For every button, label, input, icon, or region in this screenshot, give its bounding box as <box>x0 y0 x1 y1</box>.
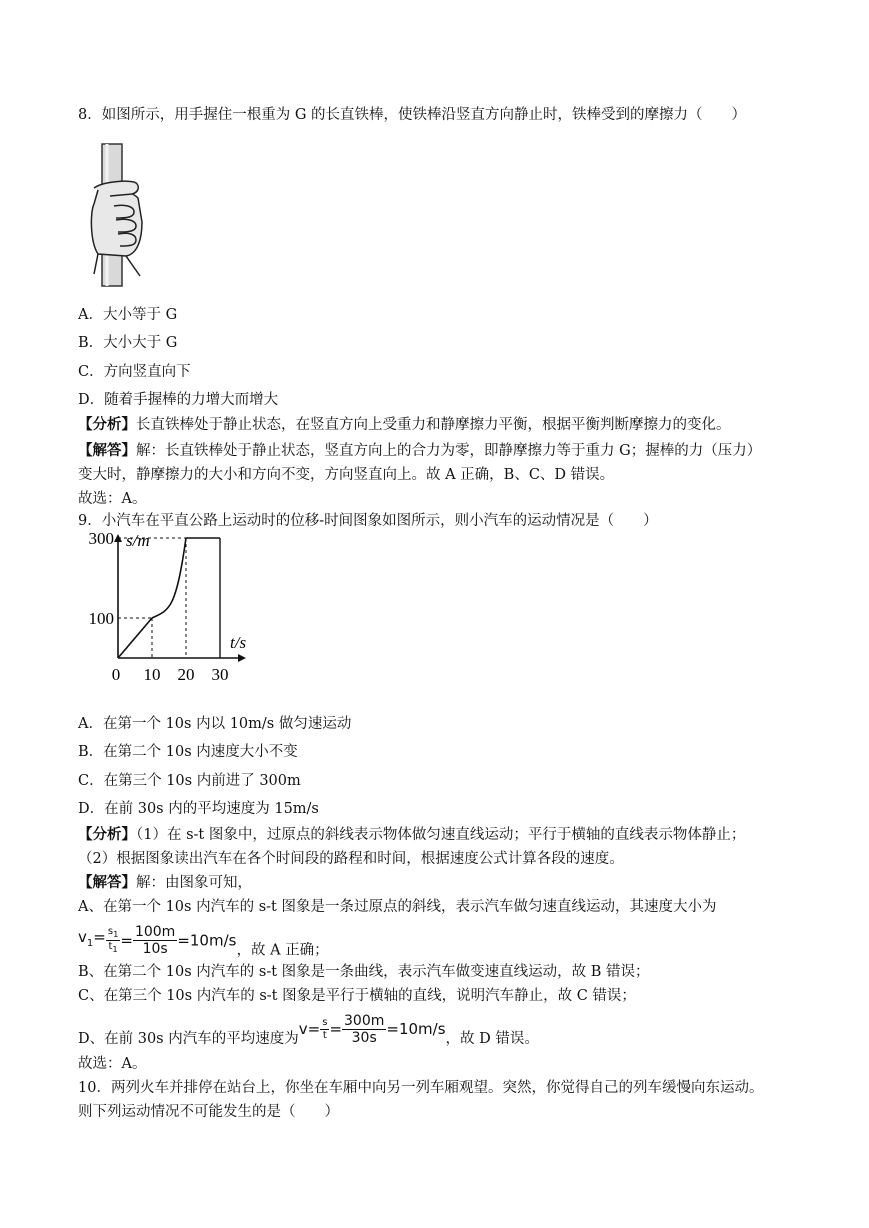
q9-option-d: D．在前 30s 内的平均速度为 15m/s <box>78 801 319 817</box>
eq-a-result: 10m/s <box>189 931 237 950</box>
q8-choice: 故选：A。 <box>78 491 147 507</box>
q8-answer <box>78 441 761 461</box>
q9-choice: 故选：A。 <box>78 1056 147 1072</box>
q9-analysis <box>78 825 745 845</box>
q9-option-a: A．在第一个 10s 内以 10m/s 做匀速运动 <box>78 716 352 732</box>
x-tick-label: 10 <box>143 665 161 684</box>
x-tick-label: 0 <box>111 665 121 684</box>
q8-analysis-tag: 【分析】 <box>78 416 136 433</box>
eq-a-lhs: $v_1=$ <box>78 928 106 949</box>
hand-gripping-rod-figure <box>80 142 156 288</box>
q9-equation-d: D、在前 30s 内汽车的平均速度为v= $\frac{s}{t}$ = $\frac{300m}{30s}$ =10m/s，故 D 错误。 <box>78 1012 539 1047</box>
st-graph <box>88 530 258 690</box>
eq-a-tail: ，故 A 正确； <box>236 942 329 959</box>
q8-option-a: A．大小等于 G <box>78 307 178 323</box>
segment-uniform <box>118 618 152 658</box>
x-axis-label: t/s <box>230 633 247 652</box>
q9-answer <box>78 873 252 893</box>
q10-stem-line2: 则下列运动情况不可能发生的是（ ） <box>78 1104 339 1120</box>
y-axis-label: s/m <box>126 531 150 550</box>
eq-a-frac1: $\frac{s_1}{t_1}$ <box>107 926 119 954</box>
q8-stem: 8．如图所示，用手握住一根重为 G 的长直铁棒，使铁棒沿竖直方向静止时，铁棒受到的摩擦力（ ） <box>78 107 747 123</box>
q9-option-b: B．在第二个 10s 内速度大小不变 <box>78 744 298 760</box>
eq-d-frac1: $\frac{s}{t}$ <box>322 1016 328 1041</box>
q9-answer-tag: 【解答】 <box>78 874 136 891</box>
q9-option-c: C．在第三个 10s 内前进了 300m <box>78 773 301 789</box>
q8-option-b: B．大小大于 G <box>78 335 178 351</box>
q9-analysis-line2: （2）根据图象读出汽车在各个时间段的路程和时间，根据速度公式计算各段的速度。 <box>78 851 624 867</box>
eq-d-lhs: v= <box>298 1020 321 1038</box>
q9-stem: 9．小汽车在平直公路上运动时的位移-时间图象如图所示，则小汽车的运动情况是（ ） <box>78 513 658 529</box>
q9-line-b: B、在第二个 10s 内汽车的 s-t 图象是一条曲线，表示汽车做变速直线运动，故 B 错误； <box>78 964 650 980</box>
q9-analysis-line1: （1）在 s-t 图象中，过原点的斜线表示物体做匀速直线运动；平行于横轴的直线表示物体静止； <box>136 827 746 843</box>
q8-answer-line1: 解：长直铁棒处于静止状态，竖直方向上的合力为零，即静摩擦力等于重力 G；握棒的力（压力） <box>136 443 762 459</box>
q8-answer-tag: 【解答】 <box>78 442 136 459</box>
q8-analysis <box>78 415 731 435</box>
x-tick-label: 30 <box>211 665 229 684</box>
q9-analysis-tag: 【分析】 <box>78 826 136 843</box>
y-tick-label: 100 <box>88 609 114 628</box>
q10-stem-line1: 10．两列火车并排停在站台上，你坐在车厢中向另一列车厢观望。突然，你觉得自己的列车缓慢向东运动。 <box>78 1080 764 1096</box>
segment-curve <box>152 538 186 618</box>
q9-line-a: A、在第一个 10s 内汽车的 s-t 图象是一条过原点的斜线，表示汽车做匀速直线运动，其速度大小为 <box>78 899 717 915</box>
q8-option-c: C．方向竖直向下 <box>78 364 191 380</box>
q9-line-c: C、在第三个 10s 内汽车的 s-t 图象是平行于横轴的直线，说明汽车静止，故 C 错误； <box>78 988 636 1004</box>
q9-equation-a: $v_1=$ $\frac{s_1}{t_1}$ = $\frac{100m}{10s}$ =10m/s，故 A 正确； <box>78 924 329 959</box>
y-tick-label: 300 <box>88 530 114 548</box>
q9-line-d: D、在前 30s 内汽车的平均速度为 <box>78 1031 299 1047</box>
eq-a-frac2: $\frac{100m}{10s}$ <box>134 924 176 957</box>
x-tick-label: 20 <box>177 665 195 684</box>
x-axis-arrow <box>238 654 246 662</box>
q8-answer-line2: 变大时，静摩擦力的大小和方向不变，方向竖直向上。故 A 正确，B、C、D 错误。 <box>78 467 615 483</box>
q8-analysis-text: 长直铁棒处于静止状态，在竖直方向上受重力和静摩擦力平衡，根据平衡判断摩擦力的变化。 <box>136 417 731 433</box>
eq-d-frac2: $\frac{300m}{30s}$ <box>344 1012 385 1046</box>
q8-option-d: D．随着手握棒的力增大而增大 <box>78 392 279 408</box>
eq-d-tail: ，故 D 错误。 <box>445 1031 539 1047</box>
q9-answer-line1: 解：由图象可知， <box>136 875 252 891</box>
eq-d-result: 10m/s <box>398 1020 446 1038</box>
